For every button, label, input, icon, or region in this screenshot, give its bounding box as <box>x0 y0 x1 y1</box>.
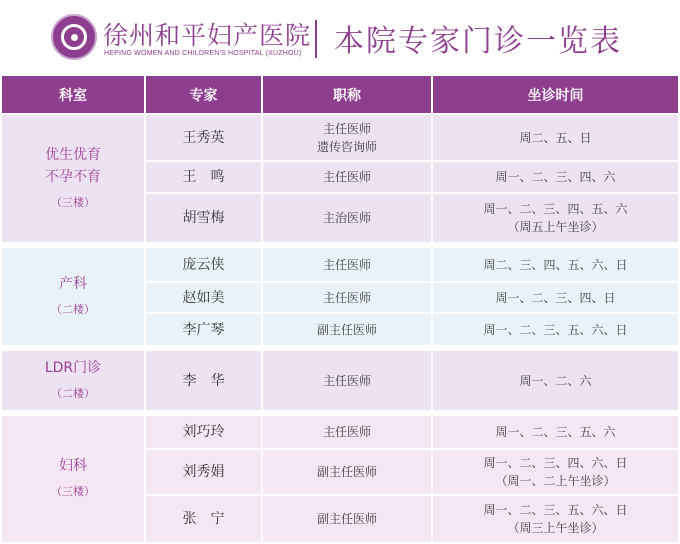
doctor-name: 李 华 <box>145 351 262 411</box>
doctor-name: 王秀英 <box>145 114 262 161</box>
dept-floor: （二楼） <box>51 386 95 400</box>
doctor-title: 主任医师 <box>262 351 432 411</box>
doctor-name: 赵如美 <box>145 282 262 313</box>
doctor-name: 胡雪梅 <box>145 193 262 243</box>
doctor-name: 张 宁 <box>145 495 262 543</box>
doctor-title: 副主任医师 <box>262 449 432 495</box>
dept-name: 产科 <box>59 275 87 292</box>
page-title: 本院专家门诊一览表 <box>334 24 622 59</box>
table-row <box>2 248 678 282</box>
dept-name: 妇科 <box>59 458 87 474</box>
hospital-logo-icon <box>51 14 97 60</box>
dept-floor: （三楼） <box>51 485 95 498</box>
page-header <box>0 0 680 76</box>
schedule-table <box>2 76 678 544</box>
doctor-name: 刘秀娟 <box>145 449 262 495</box>
table-body <box>2 114 678 543</box>
table-header-row <box>2 76 678 114</box>
table-row <box>2 114 678 161</box>
doctor-title: 主任医师 <box>262 416 432 449</box>
dept-cell <box>2 351 145 411</box>
doctor-title: 主任医师 遗传咨询师 <box>262 114 432 161</box>
schedule-cell: 周一、二、三、五、六、日 （周三上午坐诊） <box>432 495 678 543</box>
schedule-cell: 周二、三、四、五、六、日 <box>432 248 678 282</box>
schedule-cell: 周一、二、六 <box>432 351 678 411</box>
header-divider <box>315 20 317 58</box>
doctor-title: 主任医师 <box>262 248 432 282</box>
doctor-title: 副主任医师 <box>262 495 432 543</box>
dept-floor: （三楼） <box>51 195 95 209</box>
column-header-schedule: 坐诊时间 <box>432 76 678 114</box>
dept-cell <box>2 248 145 346</box>
dept-cell <box>2 416 145 543</box>
table-row <box>2 351 678 411</box>
schedule-cell: 周一、二、三、五、六 <box>432 416 678 449</box>
hospital-name-en: HEPING WOMEN AND CHILDREN'S HOSPITAL (XUZHOU) <box>104 50 302 57</box>
doctor-title: 副主任医师 <box>262 313 432 346</box>
doctor-name: 庞云侠 <box>145 248 262 282</box>
column-header-doctor: 专家 <box>145 76 262 114</box>
schedule-cell: 周二、五、日 <box>432 114 678 161</box>
doctor-name: 刘巧玲 <box>145 416 262 449</box>
schedule-cell: 周一、二、三、四、六 <box>432 161 678 193</box>
column-header-dept: 科室 <box>2 76 145 114</box>
doctor-name: 王 鸣 <box>145 161 262 193</box>
schedule-cell: 周一、二、三、四、五、六 （周五上午坐诊） <box>432 193 678 243</box>
dept-floor: （二楼） <box>51 302 95 316</box>
hospital-name: 徐州和平妇产医院 <box>103 21 312 50</box>
column-header-title: 职称 <box>262 76 432 114</box>
dept-cell <box>2 114 145 243</box>
schedule-cell: 周一、二、三、五、六、日 <box>432 313 678 346</box>
schedule-cell: 周一、二、三、四、日 <box>432 282 678 313</box>
table-row <box>2 416 678 449</box>
dept-name: 优生优育 不孕不育 <box>45 146 101 185</box>
schedule-cell: 周一、二、三、四、六、日 （周一、二上午坐诊） <box>432 449 678 495</box>
doctor-name: 李广琴 <box>145 313 262 346</box>
dept-name: LDR门诊 <box>44 359 102 376</box>
doctor-title: 主治医师 <box>262 193 432 243</box>
doctor-title: 主任医师 <box>262 161 432 193</box>
doctor-title: 主任医师 <box>262 282 432 313</box>
